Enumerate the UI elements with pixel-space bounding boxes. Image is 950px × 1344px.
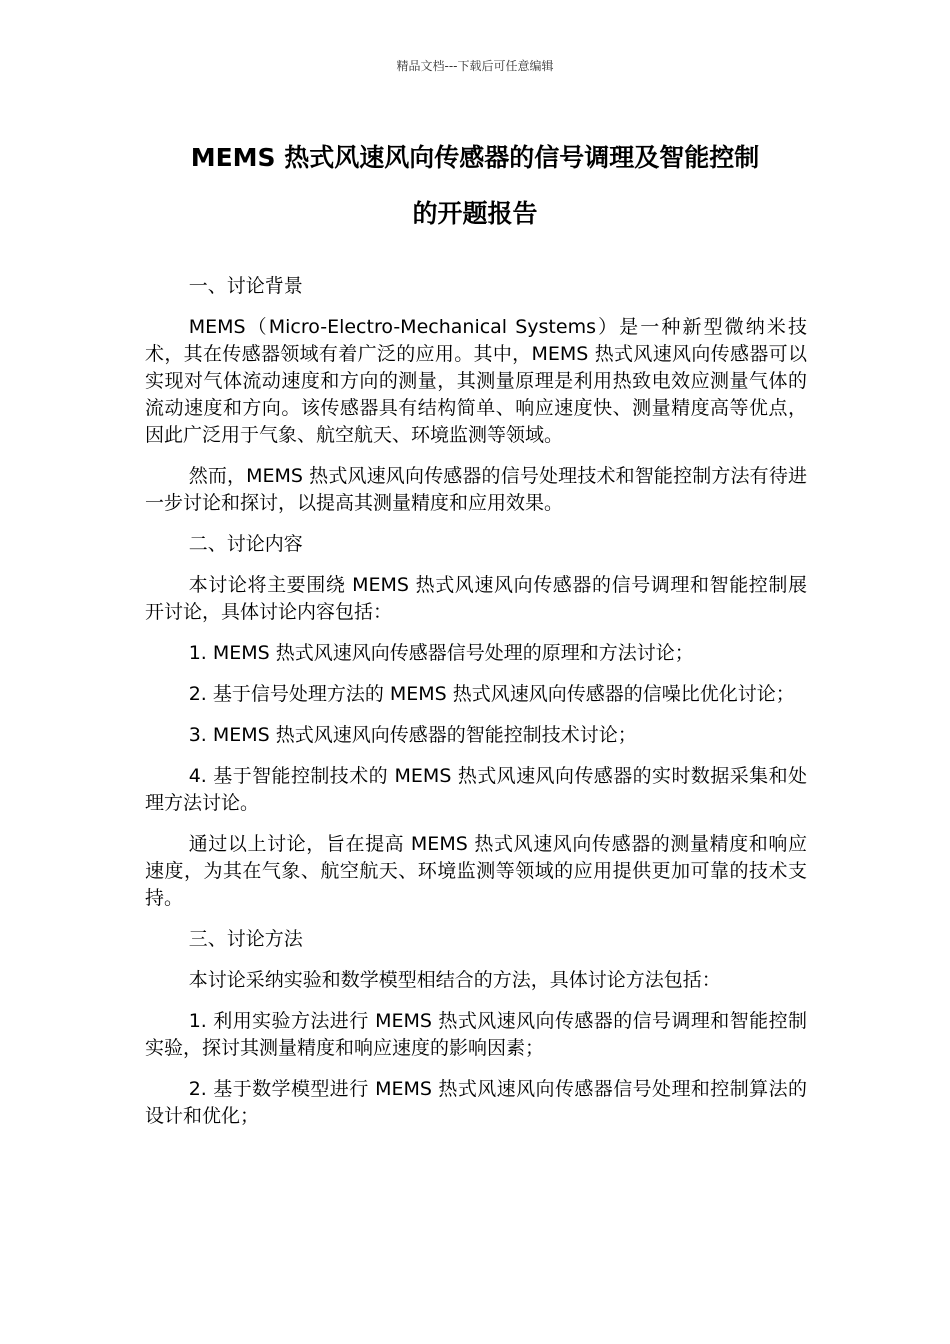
list-item-content-1: 1. MEMS 热式风速风向传感器信号处理的原理和方法讨论； <box>188 642 694 664</box>
list-item-content-4: 4. 基于智能控制技术的 MEMS 热式风速风向传感器的实时数据采集和处理方法讨论。 <box>145 765 807 814</box>
section-heading-method: 三、讨论方法 <box>188 928 303 950</box>
list-item-method-1: 1. 利用实验方法进行 MEMS 热式风速风向传感器的信号调理和智能控制实验，探讨其测量精度和响应速度的影响因素； <box>145 1010 807 1059</box>
document-title <box>145 130 805 242</box>
section-heading-background: 一、讨论背景 <box>188 275 303 297</box>
list-item-method-2: 2. 基于数学模型进行 MEMS 热式风速风向传感器信号处理和控制算法的设计和优化； <box>145 1078 807 1127</box>
list-item-content-3: 3. MEMS 热式风速风向传感器的智能控制技术讨论； <box>188 724 637 746</box>
paragraph-content-intro: 本讨论将主要围绕 MEMS 热式风速风向传感器的信号调理和智能控制展开讨论，具体讨论内容包括： <box>145 574 807 623</box>
list-item-content-2: 2. 基于信号处理方法的 MEMS 热式风速风向传感器的信噪比优化讨论； <box>188 683 795 705</box>
document-body <box>145 273 807 1144</box>
section-heading-content: 二、讨论内容 <box>188 533 303 555</box>
title-line-1: MEMS 热式风速风向传感器的信号调理及智能控制 <box>190 143 760 172</box>
title-line-2: 的开题报告 <box>412 199 538 228</box>
paragraph-background-1: MEMS（Micro-Electro-Mechanical Systems）是一种新型微纳米技术，其在传感器领域有着广泛的应用。其中，MEMS 热式风速风向传感器可以实现对气体流动速度和方向的测量，其测量原理是利用热致电效应测量气体的流动速度和方向。该传感器具有结构简单、响应速度快、测量精度高等优点，因此广泛用于气象、航空航天、环境监测等领域。 <box>145 316 807 446</box>
header-note: 精品文档---下载后可任意编辑 <box>396 59 554 73</box>
paragraph-content-summary: 通过以上讨论，旨在提高 MEMS 热式风速风向传感器的测量精度和响应速度，为其在气象、航空航天、环境监测等领域的应用提供更加可靠的技术支持。 <box>145 833 807 909</box>
paragraph-method-intro: 本讨论采纳实验和数学模型相结合的方法，具体讨论方法包括： <box>188 969 721 991</box>
paragraph-background-2: 然而，MEMS 热式风速风向传感器的信号处理技术和智能控制方法有待进一步讨论和探讨，以提高其测量精度和应用效果。 <box>145 465 807 514</box>
